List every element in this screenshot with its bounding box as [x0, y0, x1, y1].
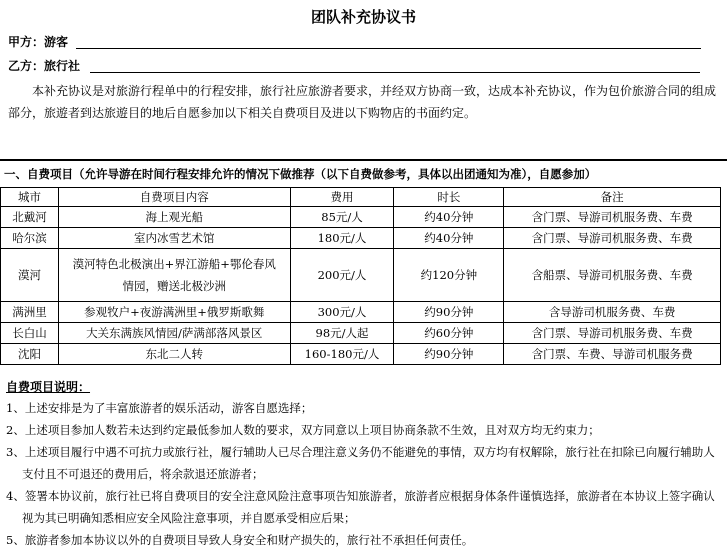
note-cell: 含船票、导游司机服务费、车费	[504, 249, 721, 302]
fee-cell: 160-180元/人	[290, 344, 394, 365]
party-a-label: 甲方：游客	[8, 35, 69, 49]
table-row	[1, 302, 721, 323]
fee-cell: 200元/人	[290, 249, 394, 302]
table-header-row	[1, 188, 721, 207]
note-item: 2、上述项目参加人数若未达到约定最低参加人数的要求，双方同意以上项目协商条款不生效，且对双方均无约束力；	[6, 423, 600, 437]
note-cell: 含导游司机服务费、车费	[504, 302, 721, 323]
column-header: 备注	[504, 188, 721, 207]
note-cell: 含门票、导游司机服务费、车费	[504, 207, 721, 228]
city-cell: 满洲里	[1, 302, 59, 323]
note-item: 4、签署本协议前，旅行社已将自费项目的安全注意风险注意事项告知旅游者，旅游者应根据身体条件谨慎选择，旅游者在本协议上签字确认视为其已明确知悉相应安全风险注意事项，并自愿承受相应后果；	[6, 489, 715, 525]
note-item: 5、旅游者参加本协议以外的自费项目导致人身安全和财产损失的，旅行社不承担任何责任。	[6, 533, 474, 547]
item-cell: 参观牧户+夜游满洲里+俄罗斯歌舞	[58, 302, 290, 323]
table-row	[1, 344, 721, 365]
section-divider	[0, 159, 727, 161]
section-1-heading: 一、自费项目（允许导游在时间行程安排允许的情况下做推荐（以下自费做参考，具体以出团通知为准），自愿参加）	[4, 167, 597, 181]
document-title: 团队补充协议书	[310, 8, 416, 26]
notes-title: 自费项目说明：	[6, 380, 91, 394]
table-row	[1, 323, 721, 344]
intro-paragraph: 本补充协议是对旅游行程单中的行程安排，旅行社应旅游者要求，并经双方协商一致，达成本补充协议，作为包价旅游合同的组成部分，旅遊者到达旅遊目的地后自愿参加以下相关自费项目及进以下购物店的书面约定。	[8, 84, 717, 120]
party-b-label: 乙方：旅行社	[8, 59, 81, 73]
fee-cell: 85元/人	[290, 207, 394, 228]
city-cell: 北戴河	[1, 207, 59, 228]
item-cell: 室内冰雪艺术馆	[58, 228, 290, 249]
note-cell: 含门票、导游司机服务费、车费	[504, 228, 721, 249]
item-cell: 漠河特色北极演出+界江游船+鄂伦春风情园，赠送北极沙洲	[58, 249, 290, 302]
notes-list	[6, 397, 720, 551]
table-row	[1, 207, 721, 228]
duration-cell: 约90分钟	[394, 302, 504, 323]
note-item: 3、上述项目履行中遇不可抗力或旅行社，履行辅助人已尽合理注意义务仍不能避免的事情，双方均有权解除，旅行社在扣除已向履行辅助人支付且不可退还的费用后，将余款退还旅游者；	[6, 445, 715, 481]
duration-cell: 约40分钟	[394, 228, 504, 249]
city-cell: 漠河	[1, 249, 59, 302]
city-cell: 哈尔滨	[1, 228, 59, 249]
duration-cell: 约120分钟	[394, 249, 504, 302]
self-pay-table	[0, 187, 721, 365]
table-row	[1, 228, 721, 249]
item-cell: 东北二人转	[58, 344, 290, 365]
table-row	[1, 249, 721, 302]
column-header: 自费项目内容	[58, 188, 290, 207]
party-a-blank-line[interactable]	[76, 48, 701, 49]
item-cell: 海上观光船	[58, 207, 290, 228]
duration-cell: 约90分钟	[394, 344, 504, 365]
fee-cell: 300元/人	[290, 302, 394, 323]
note-cell: 含门票、导游司机服务费、车费	[504, 323, 721, 344]
column-header: 城市	[1, 188, 59, 207]
duration-cell: 约40分钟	[394, 207, 504, 228]
fee-cell: 98元/人起	[290, 323, 394, 344]
item-cell: 大关东满族风情园/萨满部落风景区	[58, 323, 290, 344]
party-b-blank-line[interactable]	[90, 72, 700, 73]
column-header: 费用	[290, 188, 394, 207]
note-item: 1、上述安排是为了丰富旅游者的娱乐活动，游客自愿选择；	[6, 401, 313, 415]
city-cell: 长白山	[1, 323, 59, 344]
city-cell: 沈阳	[1, 344, 59, 365]
party-b-row	[8, 58, 708, 74]
note-cell: 含门票、车费、导游司机服务费	[504, 344, 721, 365]
fee-cell: 180元/人	[290, 228, 394, 249]
column-header: 时长	[394, 188, 504, 207]
duration-cell: 约60分钟	[394, 323, 504, 344]
party-a-row	[8, 34, 708, 50]
